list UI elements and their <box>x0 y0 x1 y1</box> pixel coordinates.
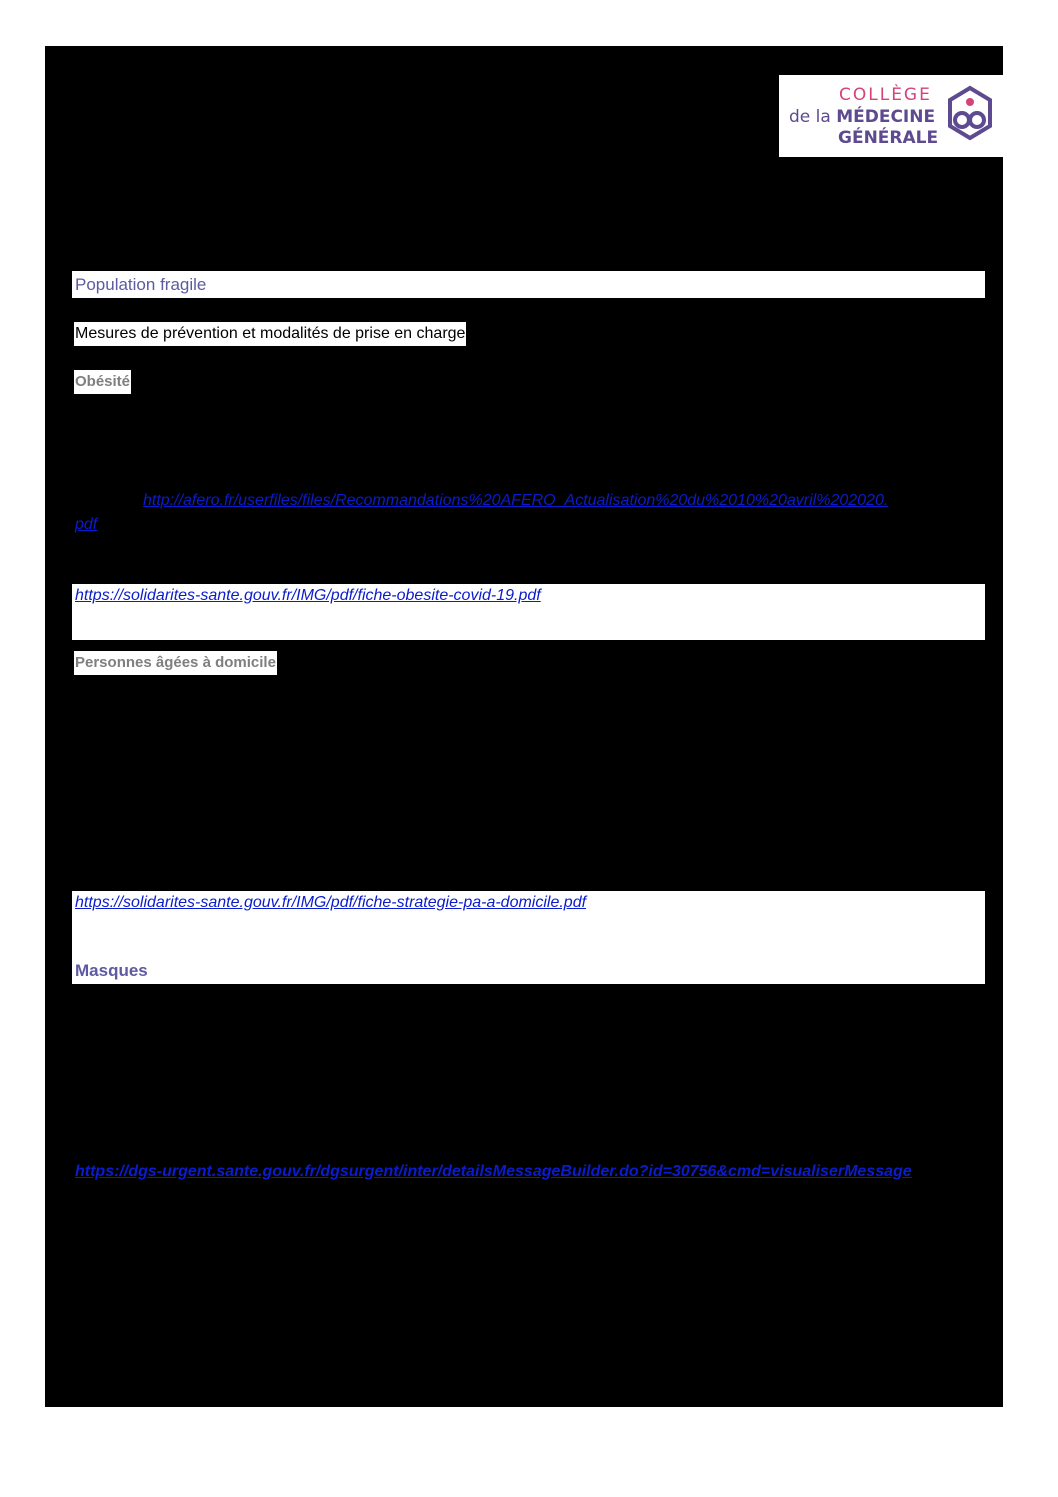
population-fragile-band <box>72 271 985 298</box>
fiche-obesite-covid-link[interactable]: https://solidarites-sante.gouv.fr/IMG/pdf/fiche-obesite-covid-19.pdf <box>75 587 541 604</box>
college-medecine-generale-logo <box>779 75 1003 157</box>
afero-recommandations-link[interactable]: http://afero.fr/userfiles/files/Recommandations%20AFERO_Actualisation%20du%2010%20avril%202020. <box>143 492 889 509</box>
logo-line-medecine <box>789 107 935 127</box>
logo-line-college: COLLÈGE <box>839 85 932 105</box>
afero-recommandations-link-continued[interactable]: pdf <box>75 516 98 533</box>
logo-medecine: MÉDECINE <box>836 107 936 127</box>
personnes-agees-heading: Personnes âgées à domicile <box>74 651 277 675</box>
fiche-strategie-pa-link[interactable]: https://solidarites-sante.gouv.fr/IMG/pdf/fiche-strategie-pa-a-domicile.pdf <box>75 894 587 911</box>
masques-heading: Masques <box>75 961 148 980</box>
redacted-page-background <box>45 46 1003 1407</box>
logo-line-generale: GÉNÉRALE <box>838 128 939 148</box>
obesite-heading: Obésité <box>74 370 131 394</box>
dgs-urgent-message-link[interactable]: https://dgs-urgent.sante.gouv.fr/dgsurgent/inter/detailsMessageBuilder.do?id=30756&cmd=visualiserMessage <box>75 1163 912 1180</box>
population-fragile-heading: Population fragile <box>75 275 207 294</box>
cmg-hexagon-logo-icon <box>944 84 996 144</box>
mesures-heading: Mesures de prévention et modalités de prise en charge <box>74 322 466 346</box>
logo-prefix: de la <box>789 107 831 127</box>
